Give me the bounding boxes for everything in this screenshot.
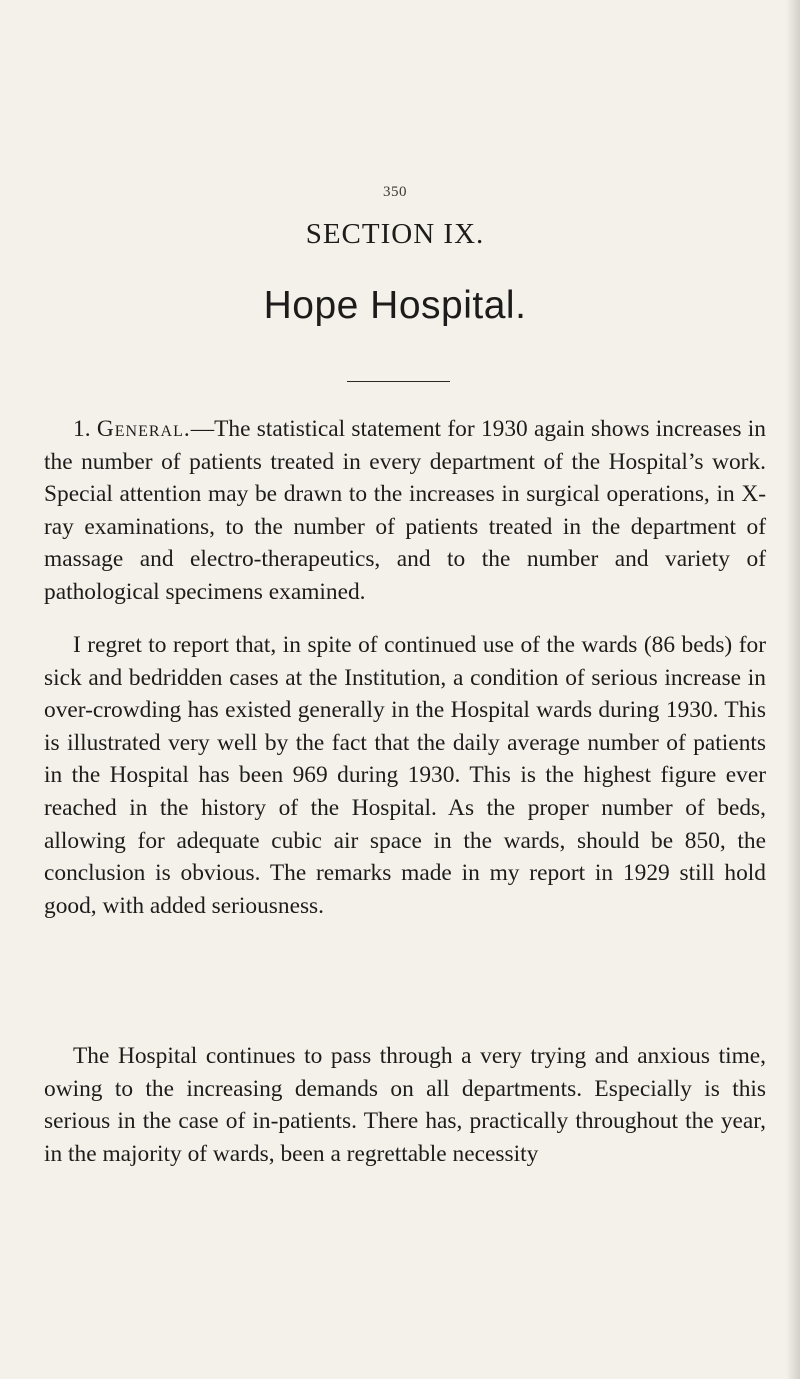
page-title: Hope Hospital. [263, 284, 527, 327]
paragraph-general [44, 413, 766, 609]
page-edge-shadow [786, 0, 800, 1379]
section-heading: SECTION IX. [305, 218, 485, 250]
paragraph-number: 1. [73, 416, 97, 442]
paragraph-overcrowding: I regret to report that, in spite of continued use of the wards (86 beds) for sick and bedridden cases at the Institution, a condition of serious increase in over-crowding has existed generally in the Hospital wards during 1930. This is illustrated very well by the fact that the daily average number of patients in the Hospital has been 969 during 1930. This is the highest figure ever reached in the history of the Hospital. As the proper number of beds, allowing for adequate cubic air space in the wards, should be 850, the conclusion is obvious. The remarks made in my report in 1929 still hold good, with added seriousness. [44, 632, 766, 919]
heading-dash: — [190, 416, 215, 442]
paragraph-text: The statistical statement for 1930 again shows increases in the number of patients treated in every department of the Hospital’s work. Special attention may be drawn to the increases in surgical operations, in X-ray examinations, to the number of patients treated in the department of massage and electro-therapeutics, and to the number and variety of pathological specimens examined. [44, 416, 767, 605]
title-divider [347, 381, 450, 382]
paragraph-continuation: The Hospital continues to pass through a very trying and anxious time, owing to the increasing demands on all departments. Especially is this serious in the case of in-patients. There has, practically throughout the year, in the majority of wards, been a regrettable necessity [44, 1043, 766, 1167]
paragraph-heading: General. [96, 416, 191, 442]
page-number: 350 [383, 184, 407, 200]
